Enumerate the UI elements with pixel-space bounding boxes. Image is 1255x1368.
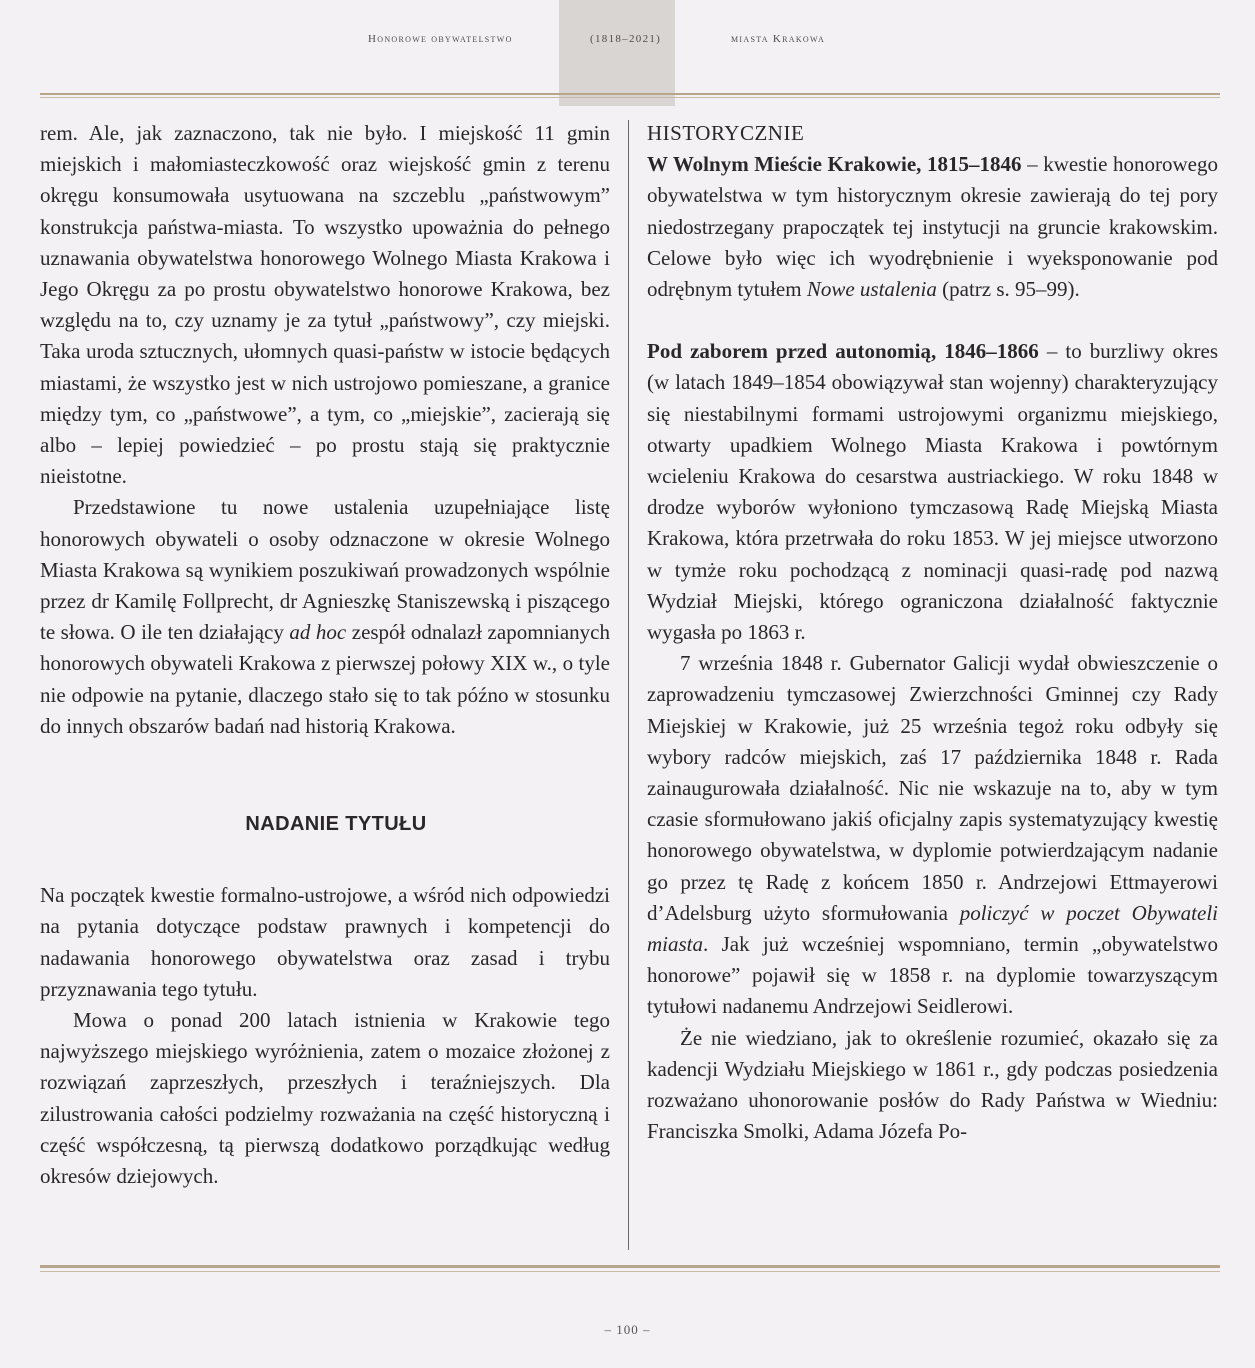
right-paragraph-2-bold: Pod zaborem przed autonomią, 1846–1866 bbox=[647, 339, 1039, 364]
right-paragraph-1-italic: Nowe ustalenia bbox=[806, 277, 937, 302]
running-header-right: miasta Krakowa bbox=[731, 33, 826, 45]
right-paragraph-1-bold: W Wolnym Mieście Krakowie, 1815–1846 bbox=[647, 152, 1022, 177]
right-paragraph-1-end: (patrz s. 95–99). bbox=[936, 277, 1080, 302]
right-paragraph-4: Że nie wiedziano, jak to określenie rozumieć, okazało się za kadencji Wydziału Miejskiego w 1861 r., gdy podczas posiedzenia rozważano uhonorowanie posłów do Rady Państwa w Wiedniu: Franciszka Smolki, Adama Józefa Po- bbox=[647, 1025, 1218, 1144]
right-column bbox=[647, 118, 1218, 1148]
page-number: – 100 – bbox=[604, 1322, 651, 1337]
gutter-shadow bbox=[559, 0, 675, 106]
left-paragraph-2-italic: ad hoc bbox=[289, 620, 347, 645]
paragraph-gap bbox=[647, 305, 1218, 336]
running-header-center: (1818–2021) bbox=[590, 33, 662, 45]
right-paragraph-1 bbox=[647, 149, 1218, 305]
right-paragraph-2-text: – to burzliwy okres (w latach 1849–1854 obowiązywał stan wojenny) charakteryzujący się niestabilnymi formami ustrojowymi organizmu miejskiego, otwarty upadkiem Wolnego Miasta Krakowa i powtórnym wcieleniu Krakowa do cesarstwa austriackiego. W roku 1848 w drodze wyborów wyłoniono tymczasową Radę Miejską Miasta Krakowa, która przetrwała do roku 1853. W jej miejsce utworzono w tymże roku pochodzącą z nominacji quasi-radę pod nazwą Wydział Miejski, którego ograniczona działalność faktycznie wygasła po 1863 r. bbox=[647, 339, 1218, 645]
left-paragraph-2-text-b: zespół odnalazł zapomnianych honorowych obywateli Krakowa z pierwszej połowy XIX w., o tyle nie odpowie na pytanie, dlaczego stało się to tak późno w stosunku do innych obszarów badań nad historią Krakowa. bbox=[40, 620, 610, 738]
right-paragraph-1-text: – kwestie honorowego obywatelstwa w tym historycznym okresie zawierają do tej pory niedostrzegany prapoczątek tej instytucji na gruncie krakowskim. Celowe było więc ich wyodrębnienie i wyeksponowanie pod odrębnym tytułem bbox=[647, 152, 1218, 302]
running-header-left: Honorowe obywatelstwo bbox=[368, 33, 513, 45]
bottom-rule bbox=[40, 1265, 1220, 1272]
subsection-title: HISTORYCZNIE bbox=[647, 121, 805, 145]
right-paragraph-2 bbox=[647, 336, 1218, 648]
top-rule bbox=[40, 93, 1220, 98]
right-paragraph-3-text: 7 września 1848 r. Gubernator Galicji wydał obwieszczenie o zaprowadzeniu tymczasowej Zwierzchności Gminnej czy Rady Miejskiej w Krakowie, już 25 września tegoż roku odbyły się wybory radców miejskich, zaś 17 października 1848 r. Rada zainaugurowała działalność. Nic nie wskazuje na to, aby w tym czasie sformułowano jakiś oficjalny zapis systematyzujący kwestię honorowego obywatelstwa, w dyplomie potwierdzającym nadanie go przez tę Radę z końcem 1850 r. Andrzejowi Ettmayerowi d’Adelsburg użyto sformułowania bbox=[647, 651, 1218, 925]
left-paragraph-2-text-a: Przedstawione tu nowe ustalenia uzupełniające listę honorowych obywateli o osoby odznaczone w okresie Wolnego Miasta Krakowa są wynikiem poszukiwań prowadzonych wspólnie przez dr Kamilę Follprecht, dr Agnieszkę Staniszewską i piszącego te słowa. O ile ten działający bbox=[40, 495, 610, 645]
left-paragraph-4: Mowa o ponad 200 latach istnienia w Krakowie tego najwyższego miejskiego wyróżnienia, zatem o mozaice złożonej z rozwiązań zaprzeszłych, przeszłych i teraźniejszych. Dla zilustrowania całości podzielmy rozważania na część historyczną i część współczesną, tą pierwszą dodatkowo porządkując według okresów dziejowych. bbox=[40, 1008, 610, 1189]
left-paragraph-1: rem. Ale, jak zaznaczono, tak nie było. I miejskość 11 gmin miejskich i małomiasteczkowość oraz wiejskość gmin z terenu okręgu konsumowała usytuowana na szczeblu „państwowym” konstrukcja państwa-miasta. To wszystko upoważnia do pełnego uznawania obywatelstwa honorowego Wolnego Miasta Krakowa i Jego Okręgu za po prostu obywatelstwo honorowe Krakowa, bez względu na to, czy uznamy je za tytuł „państwowy”, czy miejski. Taka uroda sztucznych, ułomnych quasi-państw w istocie będących miastami, że wszystko jest w nich ustrojowo pomieszane, a granice między tym, co „państwowe”, a tym, co „miejskie”, zacierają się albo – lepiej powiedzieć – po prostu stają się praktycznie nieistotne. bbox=[40, 121, 610, 489]
column-divider bbox=[628, 120, 629, 1250]
running-header bbox=[0, 33, 1255, 49]
left-paragraph-2 bbox=[40, 492, 610, 742]
section-heading: NADANIE TYTUŁU bbox=[245, 813, 427, 836]
left-column bbox=[40, 118, 610, 1192]
right-paragraph-3-end: . Jak już wcześniej wspomniano, termin „obywatelstwo honorowe” pojawił się w 1858 r. na dyplomie towarzyszącym tytułowi nadanemu Andrzejowi Seidlerowi. bbox=[647, 932, 1218, 1019]
left-paragraph-3: Na początek kwestie formalno-ustrojowe, a wśród nich odpowiedzi na pytania dotyczące podstaw prawnych i kompetencji do nadawania honorowego obywatelstwa oraz zasad i trybu przyznawania tego tytułu. bbox=[40, 883, 610, 1001]
right-paragraph-3 bbox=[647, 648, 1218, 1022]
right-paragraph-3-italic: policzyć w poczet Obywateli miasta bbox=[647, 900, 1218, 957]
